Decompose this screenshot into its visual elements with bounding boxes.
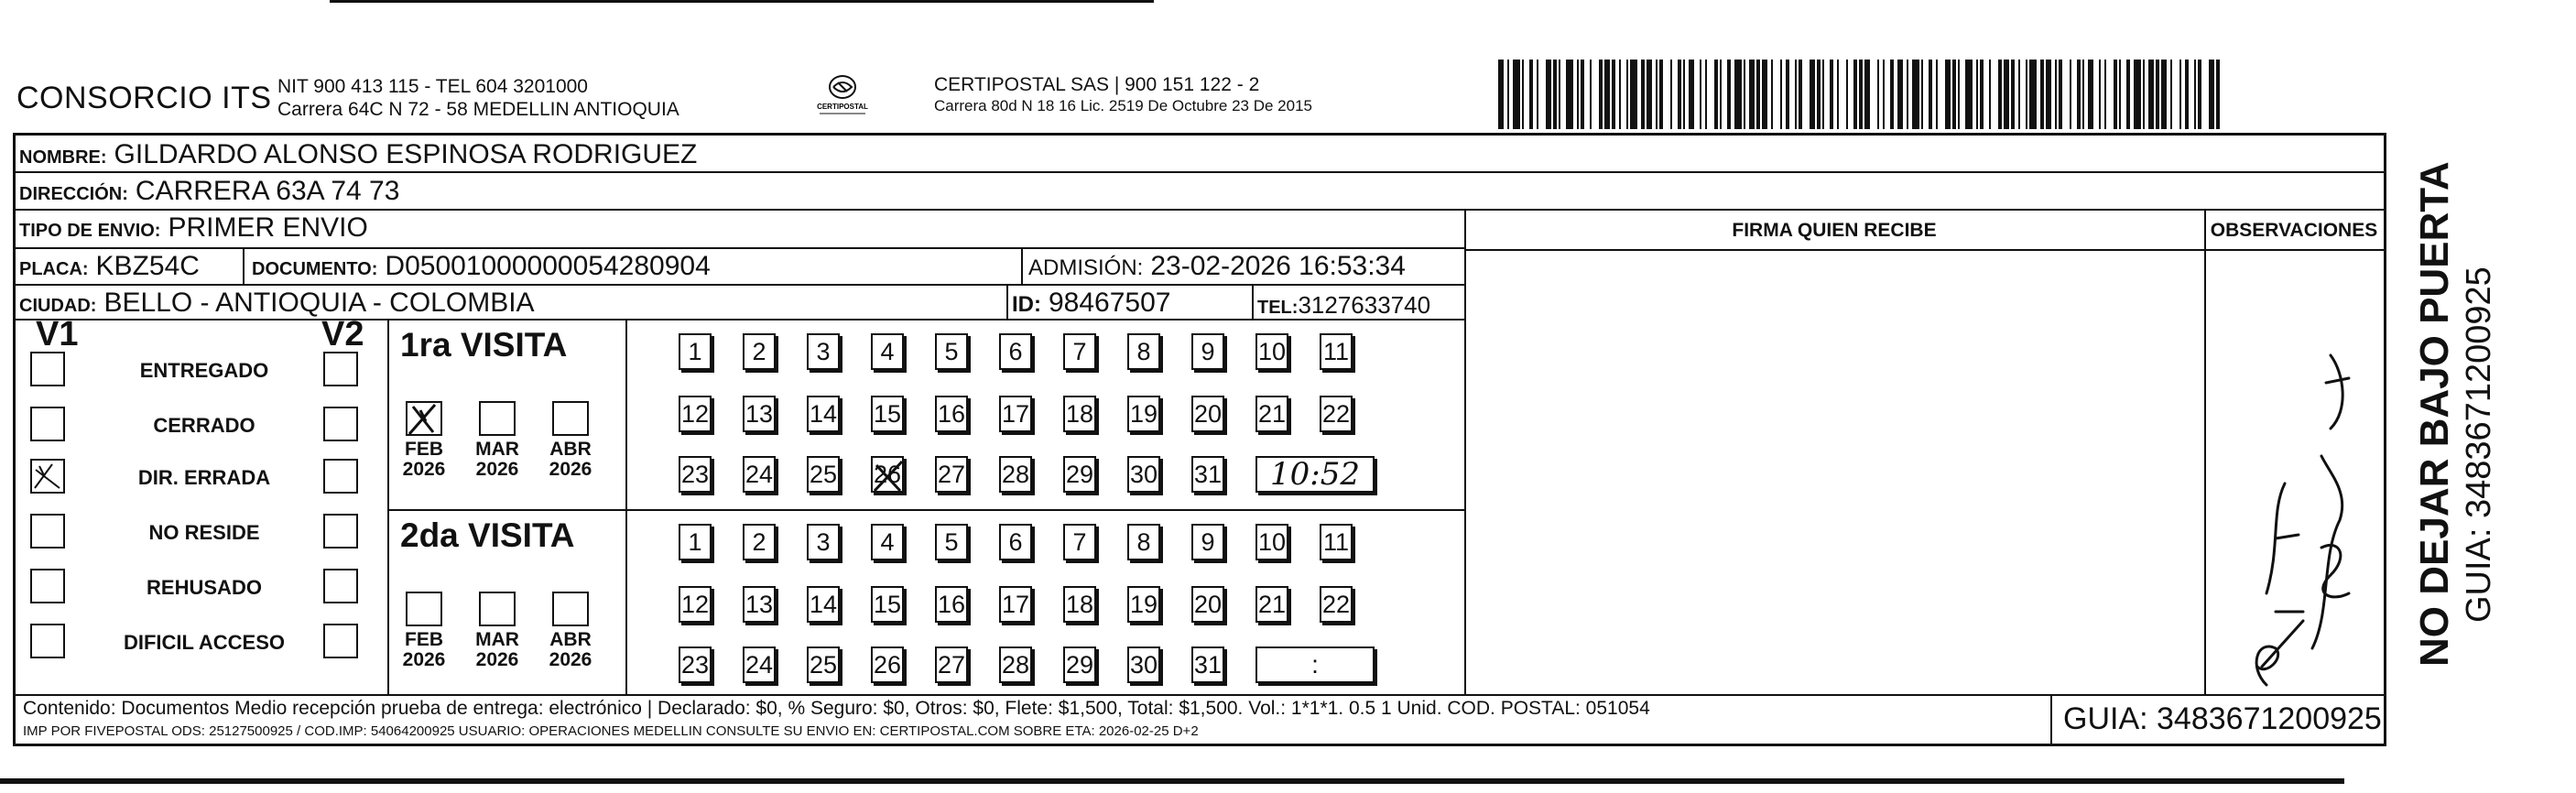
day-box[interactable]: 16 xyxy=(935,586,968,623)
v2-checkbox[interactable] xyxy=(323,514,358,549)
day-box[interactable]: 23 xyxy=(679,646,712,683)
day-box[interactable]: 30 xyxy=(1127,456,1160,493)
month-label: FEB 2026 xyxy=(402,439,446,480)
day-box[interactable]: 9 xyxy=(1191,524,1224,560)
v2-checkbox[interactable] xyxy=(323,624,358,658)
side-guia: GUIA: 3483671200925 xyxy=(2460,266,2498,623)
day-box[interactable]: 1 xyxy=(679,333,712,370)
direccion-value: CARRERA 63A 74 73 xyxy=(135,176,400,206)
v2-checkbox[interactable] xyxy=(323,352,358,386)
day-box[interactable]: 26 xyxy=(871,646,904,683)
day-box[interactable]: 15 xyxy=(871,586,904,623)
row-direccion xyxy=(19,176,399,207)
day-box[interactable]: 27 xyxy=(935,456,968,493)
status-label: DIR. ERRADA xyxy=(137,466,271,489)
day-box[interactable]: 13 xyxy=(743,586,776,623)
day-box[interactable]: 4 xyxy=(871,333,904,370)
row-tel xyxy=(1257,291,1430,320)
status-label: REHUSADO xyxy=(147,576,262,599)
day-box[interactable]: 5 xyxy=(935,524,968,560)
month-checkbox[interactable] xyxy=(479,401,516,436)
day-box[interactable]: 22 xyxy=(1320,586,1353,623)
month-checkbox[interactable] xyxy=(479,592,516,626)
observation-handwriting-icon xyxy=(2212,319,2378,694)
side-notice: NO DEJAR BAJO PUERTA xyxy=(2412,161,2457,667)
tel-value: 3127633740 xyxy=(1298,291,1431,319)
v1-header: V1 xyxy=(36,315,79,353)
month-label: MAR 2026 xyxy=(475,629,519,670)
row-id xyxy=(1012,288,1170,319)
placa-value: KBZ54C xyxy=(95,251,200,281)
day-box[interactable]: 3 xyxy=(807,333,840,370)
day-box[interactable]: 29 xyxy=(1063,456,1096,493)
day-box[interactable]: 10 xyxy=(1255,333,1288,370)
row-ciudad xyxy=(19,288,535,319)
footer-print-info: IMP POR FIVEPOSTAL ODS: 25127500925 / COD.IMP: 54064200925 USUARIO: OPERACIONES MEDELLIN CONSULTE SU ENVIO EN: CERTIPOSTAL.COM SOBRE ETA: 2026-02-25 D+2 xyxy=(23,723,1199,739)
day-box[interactable]: 18 xyxy=(1063,586,1096,623)
day-box[interactable]: 20 xyxy=(1191,586,1224,623)
day-box[interactable]: 21 xyxy=(1255,396,1288,432)
placa-label: PLACA: xyxy=(19,259,89,279)
day-box[interactable]: 8 xyxy=(1127,333,1160,370)
barcode xyxy=(1498,60,2222,129)
day-box[interactable]: 20 xyxy=(1191,396,1224,432)
footer-content: Contenido: Documentos Medio recepción prueba de entrega: electrónico | Declarado: $0, % Seguro: $0, Otros: $0, Flete: $1,500, Total: $1,500. Vol.: 1*1*1. 0.5 1 Unid. COD. POSTAL: 051054 xyxy=(23,698,1650,719)
month-checkbox[interactable] xyxy=(406,401,442,436)
company-address: Carrera 64C N 72 - 58 MEDELLIN ANTIOQUIA xyxy=(277,99,679,120)
status-label: NO RESIDE xyxy=(148,521,260,544)
day-box[interactable]: 28 xyxy=(999,646,1032,683)
v1-checkbox[interactable] xyxy=(30,514,65,549)
day-box[interactable]: 23 xyxy=(679,456,712,493)
day-box[interactable]: 29 xyxy=(1063,646,1096,683)
day-box[interactable]: 17 xyxy=(999,586,1032,623)
row-admision xyxy=(1028,251,1406,282)
v1-checkbox[interactable] xyxy=(30,569,65,603)
day-box[interactable]: 12 xyxy=(679,396,712,432)
carrier-address: Carrera 80d N 18 16 Lic. 2519 De Octubre 23 De 2015 xyxy=(934,97,1312,114)
tipo-value: PRIMER ENVIO xyxy=(168,212,368,243)
day-box[interactable]: 16 xyxy=(935,396,968,432)
bottom-rule xyxy=(0,778,2344,784)
row-nombre xyxy=(19,139,697,170)
day-box[interactable]: 25 xyxy=(807,646,840,683)
month-label: FEB 2026 xyxy=(402,629,446,670)
row-placa xyxy=(19,251,200,282)
day-box[interactable]: 21 xyxy=(1255,586,1288,623)
day-box[interactable]: 7 xyxy=(1063,524,1096,560)
month-checkbox[interactable] xyxy=(406,592,442,626)
v2-checkbox[interactable] xyxy=(323,407,358,441)
visit-time[interactable]: : xyxy=(1255,646,1375,683)
day-box[interactable]: 2 xyxy=(743,524,776,560)
row-tipo-envio xyxy=(19,212,368,244)
day-box[interactable]: 8 xyxy=(1127,524,1160,560)
v1-checkbox[interactable] xyxy=(30,352,65,386)
status-label: CERRADO xyxy=(153,414,255,437)
company-name: CONSORCIO ITS xyxy=(16,81,272,115)
row-documento xyxy=(252,251,711,282)
month-label: ABR 2026 xyxy=(549,629,592,670)
day-box[interactable]: 30 xyxy=(1127,646,1160,683)
status-label: ENTREGADO xyxy=(139,359,269,382)
tel-label: TEL: xyxy=(1257,298,1299,318)
day-box[interactable]: 12 xyxy=(679,586,712,623)
day-box[interactable]: 4 xyxy=(871,524,904,560)
visit-title: 2da VISITA xyxy=(400,516,575,554)
svg-text:CERTIPOSTAL: CERTIPOSTAL xyxy=(817,103,868,111)
admision-label: ADMISIÓN: xyxy=(1028,255,1144,280)
tipo-label: TIPO DE ENVIO: xyxy=(19,221,161,241)
day-box[interactable]: 15 xyxy=(871,396,904,432)
day-box[interactable]: 11 xyxy=(1320,524,1353,560)
day-box[interactable]: 24 xyxy=(743,456,776,493)
top-rule xyxy=(330,0,1154,3)
day-box[interactable]: 6 xyxy=(999,524,1032,560)
month-checkbox[interactable] xyxy=(552,401,589,436)
v1-checkbox[interactable] xyxy=(30,624,65,658)
day-box[interactable]: 26 xyxy=(871,456,904,493)
month-label: MAR 2026 xyxy=(475,439,519,480)
documento-label: DOCUMENTO: xyxy=(252,259,378,279)
day-box[interactable]: 18 xyxy=(1063,396,1096,432)
day-box[interactable]: 22 xyxy=(1320,396,1353,432)
day-box[interactable]: 27 xyxy=(935,646,968,683)
day-box[interactable]: 11 xyxy=(1320,333,1353,370)
v1-checkbox[interactable] xyxy=(30,459,65,494)
nombre-value: GILDARDO ALONSO ESPINOSA RODRIGUEZ xyxy=(114,139,698,169)
month-checkbox[interactable] xyxy=(552,592,589,626)
day-box[interactable]: 5 xyxy=(935,333,968,370)
company-info xyxy=(277,75,679,121)
day-box[interactable]: 28 xyxy=(999,456,1032,493)
day-box[interactable]: 7 xyxy=(1063,333,1096,370)
v2-checkbox[interactable] xyxy=(323,569,358,603)
v1-checkbox[interactable] xyxy=(30,407,65,441)
visit-title: 1ra VISITA xyxy=(400,326,568,364)
ciudad-label: CIUDAD: xyxy=(19,296,97,316)
day-box[interactable]: 24 xyxy=(743,646,776,683)
direccion-label: DIRECCIÓN: xyxy=(19,184,128,204)
nombre-label: NOMBRE: xyxy=(19,147,107,168)
day-box[interactable]: 13 xyxy=(743,396,776,432)
carrier-name: CERTIPOSTAL SAS | 900 151 122 - 2 xyxy=(934,74,1260,95)
v2-header: V2 xyxy=(321,315,364,353)
day-box[interactable]: 9 xyxy=(1191,333,1224,370)
day-box[interactable]: 10 xyxy=(1255,524,1288,560)
observaciones-header: OBSERVACIONES xyxy=(2210,220,2378,241)
day-box[interactable]: 6 xyxy=(999,333,1032,370)
carrier-info xyxy=(934,73,1312,115)
firma-header: FIRMA QUIEN RECIBE xyxy=(1732,220,1937,241)
day-box[interactable]: 3 xyxy=(807,524,840,560)
day-box[interactable]: 19 xyxy=(1127,586,1160,623)
day-box[interactable]: 14 xyxy=(807,586,840,623)
admision-value: 23-02-2026 16:53:34 xyxy=(1150,251,1406,281)
status-label: DIFICIL ACCESO xyxy=(123,631,285,654)
month-label: ABR 2026 xyxy=(549,439,592,480)
day-box[interactable]: 25 xyxy=(807,456,840,493)
id-label: ID: xyxy=(1012,292,1041,317)
day-box[interactable]: 17 xyxy=(999,396,1032,432)
company-nit: NIT 900 413 115 - TEL 604 3201000 xyxy=(277,76,588,97)
visit-time[interactable]: 10:52 xyxy=(1255,456,1375,493)
observaciones-area xyxy=(2212,319,2378,694)
day-box[interactable]: 14 xyxy=(807,396,840,432)
id-value: 98467507 xyxy=(1049,288,1171,318)
documento-value: D05001000000054280904 xyxy=(385,251,711,281)
ciudad-value: BELLO - ANTIOQUIA - COLOMBIA xyxy=(103,288,535,318)
day-box[interactable]: 31 xyxy=(1191,456,1224,493)
day-box[interactable]: 31 xyxy=(1191,646,1224,683)
certipostal-logo xyxy=(810,71,875,116)
day-box[interactable]: 19 xyxy=(1127,396,1160,432)
footer-guia: GUIA: 3483671200925 xyxy=(2063,701,2382,736)
day-box[interactable]: 1 xyxy=(679,524,712,560)
day-box[interactable]: 2 xyxy=(743,333,776,370)
v2-checkbox[interactable] xyxy=(323,459,358,494)
delivery-form xyxy=(13,133,2386,746)
